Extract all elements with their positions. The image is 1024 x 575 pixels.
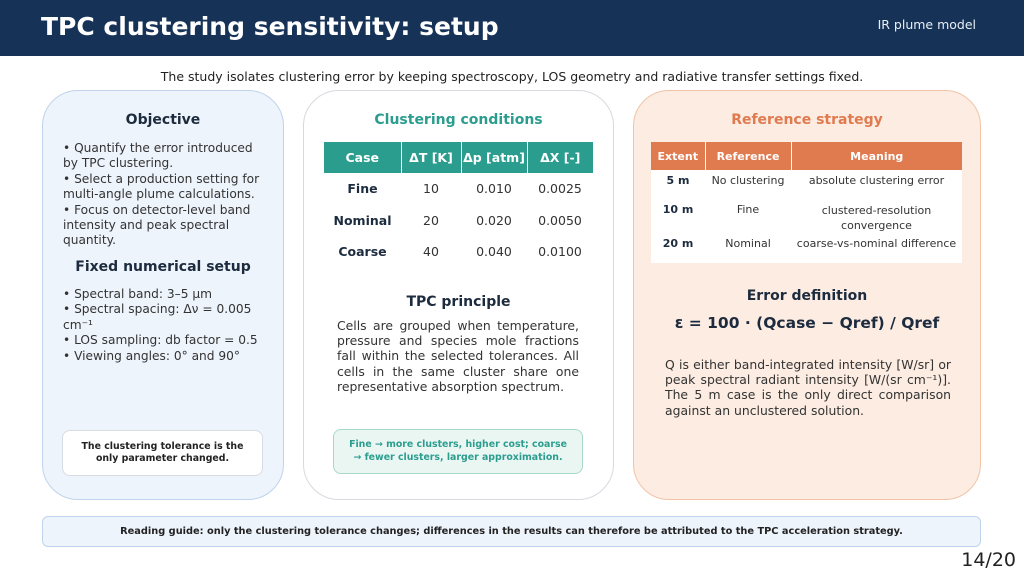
table-row [651,170,962,199]
objective-list [63,141,263,249]
column-header: Δp [atm] [461,142,527,173]
table-cell: absolute clustering error [808,174,945,187]
table-cell: 0.0100 [538,244,582,260]
table-cell: 0.040 [476,244,512,260]
setup-heading: Fixed numerical setup [75,259,251,275]
table-cell: 0.020 [476,212,512,228]
column-header: ΔX [-] [527,142,593,173]
reading-guide: Reading guide: only the clustering tolerance changes; differences in the results can therefore be attributed to the TPC acceleration strategy. [42,516,981,547]
table-cell: 40 [423,244,439,260]
table-cell: Coarse [338,244,387,260]
table-row [324,173,593,205]
setup-item: • LOS sampling: db factor = 0.5 [63,333,258,348]
error-formula: ε = 100 · (Qcase − Qref) / Qref [674,314,940,332]
table-cell: coarse-vs-nominal difference [796,237,957,250]
table-cell: 5 m [666,174,690,187]
table-row [324,205,593,237]
table-header-row [324,142,593,173]
column-header: Case [324,142,401,173]
table-cell: Fine [736,203,760,216]
principle-text: Cells are grouped when temperature, pressure and species mole fractions fall within the selected tolerances. All cells in the same cluster share one representative absorption spectrum. [337,318,579,394]
column-header: ΔT [K] [401,142,461,173]
tolerance-note: The clustering tolerance is the only parameter changed. [62,430,263,476]
table-cell: Nominal [725,237,771,250]
objective-item: • Focus on detector-level band intensity and peak spectral quantity. [63,202,251,248]
reference-heading: Reference strategy [731,112,883,128]
table-row [651,199,962,233]
column-header: Extent [651,142,705,170]
table-cell: 10 [423,181,439,197]
error-text: Q is either band-integrated intensity [W/sr] or peak spectral radiant intensity [W/(sr cm⁻¹)]. The 5 m case is the only direct comparison against an unclustered solution. [665,357,951,418]
setup-list [63,287,263,364]
page-title: TPC clustering sensitivity: setup [41,12,499,41]
table-cell: 0.0050 [538,212,582,228]
table-cell: Nominal [333,212,392,228]
table-row [324,236,593,268]
objective-item: • Select a production setting for multi-angle plume calculations. [63,171,260,202]
table-cell: 20 [423,212,439,228]
conditions-table [324,142,593,268]
table-cell: clustered-resolution convergence [821,204,932,232]
table-cell: 0.010 [476,181,512,197]
setup-item: • Viewing angles: 0° and 90° [63,348,240,363]
conditions-heading: Clustering conditions [374,112,543,128]
table-row [651,233,962,263]
table-cell: 0.0025 [538,181,582,197]
tradeoff-note: Fine → more clusters, higher cost; coarse → fewer clusters, larger approximation. [333,429,583,474]
table-cell: 10 m [662,203,694,216]
column-header: Meaning [791,142,962,170]
setup-item: • Spectral band: 3–5 µm [63,287,212,301]
table-cell: 20 m [662,237,694,250]
error-heading: Error definition [746,288,868,304]
title-bar [0,0,1024,56]
setup-item: • Spectral spacing: Δν = 0.005 cm⁻¹ [63,302,252,332]
table-cell: No clustering [711,174,785,187]
table-cell: Fine [347,181,378,197]
page-number: 14/20 [961,549,1016,571]
reference-table [651,142,962,263]
column-header: Reference [705,142,791,170]
objective-heading: Objective [125,112,201,128]
header-tag: IR plume model [877,17,976,32]
objective-item: • Quantify the error introduced by TPC clustering. [63,141,253,171]
principle-heading: TPC principle [406,294,511,310]
page-subtitle: The study isolates clustering error by keeping spectroscopy, LOS geometry and radiative transfer settings fixed. [160,69,864,84]
table-header-row [651,142,962,170]
